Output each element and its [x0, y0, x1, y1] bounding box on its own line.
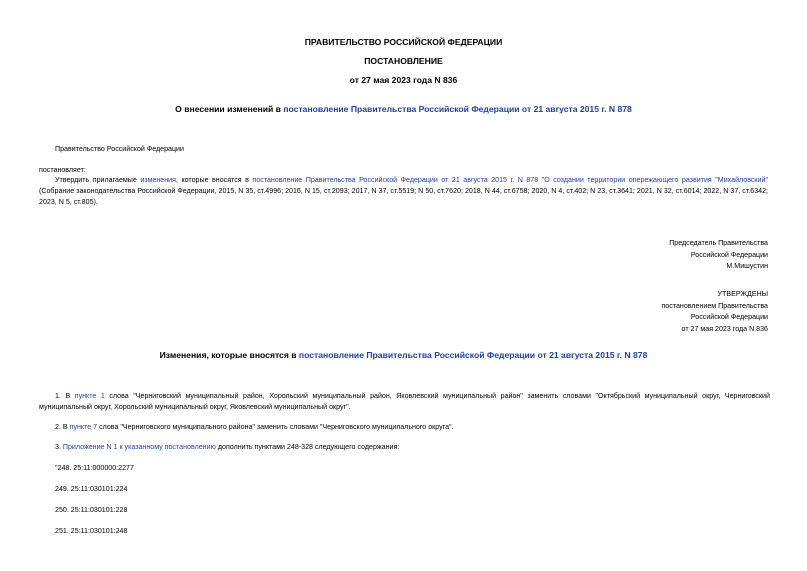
list-item: 249. 25:11:030101:224 [55, 485, 128, 493]
resolution-title: "О создании территории опережающего развития "Михайловский" [538, 176, 768, 184]
changes-link[interactable]: изменения [140, 176, 176, 184]
change-item-1 [39, 391, 770, 413]
signature-title: Председатель Правительства [669, 239, 768, 247]
item1-text: слова "Черниговский муниципальный район, Хорольский муниципальный район, Яковлевский муниципальный район" заменить словами "Октябрьский муниципальный округ, Черниговский муниципальный округ, Хорольский муниципальный округ, Яковлевский муниципальный округ". [39, 392, 770, 411]
resolution-link[interactable]: постановление Правительства Российской Федерации от 21 августа 2015 г. N 878 [252, 176, 539, 184]
item3-link[interactable]: Приложение N 1 к указанному постановлению [62, 443, 216, 451]
signature-name: М.Мишустин [726, 262, 768, 270]
item2-text: слова "Черниговского муниципального района" заменить словами "Черниговского муниципального округа". [97, 423, 454, 431]
signature-block [669, 238, 768, 273]
approved-date: от 27 мая 2023 года N 836 [681, 324, 768, 333]
org-heading: ПРАВИТЕЛЬСТВО РОССИЙСКОЙ ФЕДЕРАЦИИ [304, 37, 503, 47]
intro-paragraph [39, 175, 768, 208]
subject-prefix: О внесении изменений в [175, 104, 284, 114]
item1-number: 1. В [55, 392, 75, 400]
approved-block [661, 289, 768, 335]
item2-link[interactable]: пункте 7 [69, 423, 98, 431]
approved-country: Российской Федерации [690, 313, 768, 321]
change-item-2 [55, 422, 454, 433]
list-item: "248. 25:11:000000:2277 [55, 464, 134, 472]
list-item: 250. 25:11:030101:228 [55, 506, 128, 514]
decides-label: постановляет: [39, 166, 86, 174]
approved-by: постановлением Правительства [661, 301, 768, 310]
intro-text-mid: , которые вносятся в [175, 176, 253, 184]
item3-text: дополнить пунктами 248-328 следующего содержания: [215, 443, 400, 451]
doc-date-number: от 27 мая 2023 года N 836 [349, 75, 458, 85]
item2-number: 2. В [55, 423, 70, 431]
changes-title-link[interactable]: постановление Правительства Российской Федерации от 21 августа 2015 г. N 878 [298, 350, 648, 360]
item1-link[interactable]: пункте 1 [74, 392, 105, 400]
doc-type-heading: ПОСТАНОВЛЕНИЕ [364, 56, 443, 66]
changes-title-prefix: Изменения, которые вносятся в [159, 350, 299, 360]
changes-title [0, 350, 807, 360]
intro-text-rest: (Собрание законодательства Российской Федерации, 2015, N 35, ст.4996; 2016, N 15, ст.2093; 2017, N 37, ст.5519; N 50, ст.7620; 2018, N 44, ст.6758; 2020, N 4, ст.402; N 23, ст.3641; 2021, N 32, ст.6014; 2022, N 37, ст.6342; 2023, N 5, ст.805). [39, 187, 768, 206]
signature-country: Российской Федерации [690, 250, 768, 259]
approved-label: УТВЕРЖДЕНЫ [717, 290, 768, 298]
change-item-3 [55, 442, 399, 453]
intro-text-start: Утвердить прилагаемые [55, 176, 141, 184]
subject-link[interactable]: постановление Правительства Российской Федерации от 21 августа 2015 г. N 878 [283, 104, 632, 114]
item3-number: 3. [55, 443, 63, 451]
document-subject [0, 104, 807, 114]
list-item: 251. 25:11:030101:248 [55, 527, 128, 535]
government-label: Правительство Российской Федерации [55, 145, 184, 153]
